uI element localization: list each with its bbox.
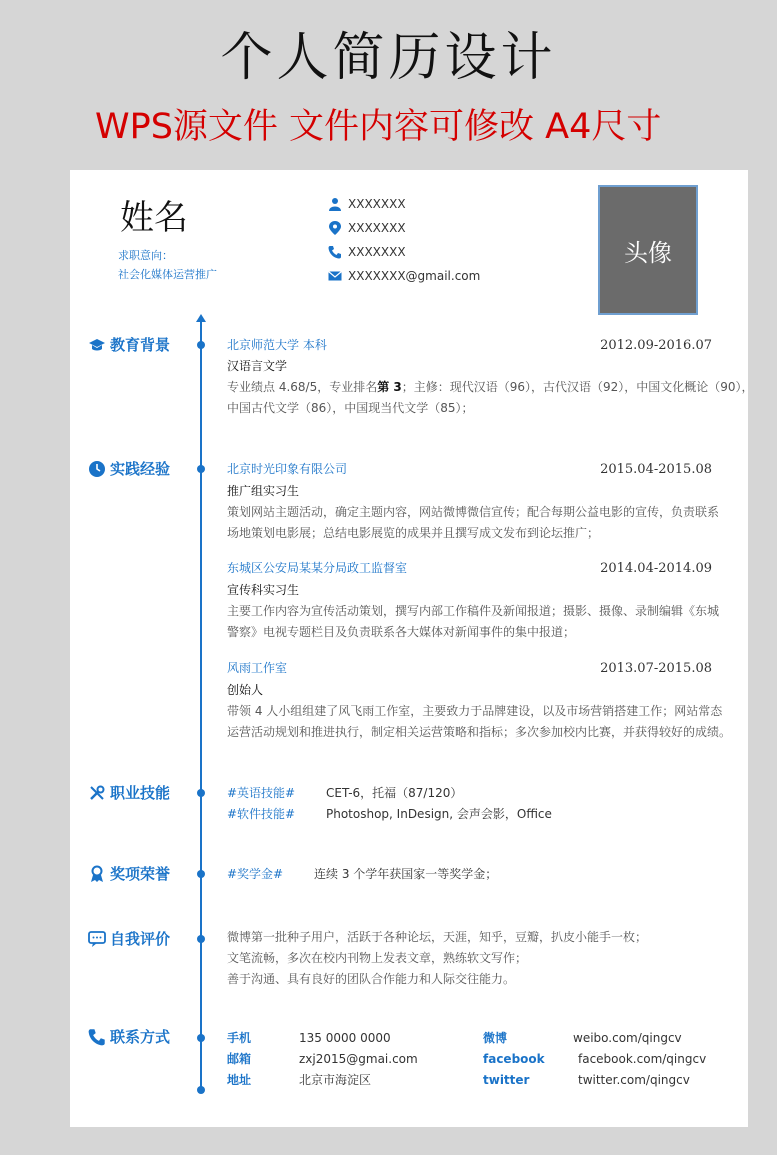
experience-desc-line: 策划网站主题活动，确定主题内容，网站微博微信宣传；配合每期公益电影的宣传，负责联系 [227,505,720,519]
education-detail-line: 中国古代文学（86），中国现当代文学（85）； [227,401,474,415]
contact-name-row [328,194,406,214]
section-title-education: 教育背景 [88,335,170,355]
clock-icon [88,460,106,478]
education-school: 北京师范大学 本科 [227,338,327,352]
chat-bubble-icon [88,930,106,948]
avatar-photo [598,185,698,315]
experience-desc-line: 主要工作内容为宣传活动策划，撰写内部工作稿件及新闻报道；摄影、摄像、录制编辑《东城 [227,604,720,618]
experience-role: 创始人 [227,683,264,697]
person-icon [328,197,342,211]
contact-label: twitter [483,1073,530,1087]
resume-name: 姓名 [120,198,188,238]
experience-date: 2014.04-2014.09 [600,561,712,576]
contact-label: 微博 [483,1031,508,1045]
timeline-dot [197,870,205,878]
experience-desc-line: 警察》电视专题栏目及负责联系各大媒体对新闻事件的集中报道； [227,625,576,639]
section-title-practice: 实践经验 [88,459,170,479]
contact-value: XXXXXXX [348,221,406,235]
contact-label: facebook [483,1052,545,1066]
skill-tag: #软件技能# [227,807,296,821]
contact-label: 邮箱 [227,1052,252,1066]
award-value: 连续 3 个学年获国家一等奖学金； [314,867,498,881]
job-intent-label: 求职意向： [118,249,173,262]
experience-desc-line: 运营活动规划和推进执行，制定相关运营策略和指标；多次参加校内比赛，并获得较好的成绩。 [227,725,732,739]
experience-desc-line: 场地策划电影展；总结电影展览的成果并且撰写成文发布到论坛推广； [227,526,600,540]
education-major: 汉语言文学 [227,359,288,373]
contact-value: XXXXXXX [348,197,406,211]
experience-org: 东城区公安局某某分局政工监督室 [227,561,408,575]
job-intent-value: 社会化媒体运营推广 [118,268,217,281]
timeline-dot [197,465,205,473]
education-date: 2012.09-2016.07 [600,338,712,353]
contact-value: XXXXXXX [348,245,406,259]
experience-org: 北京时光印象有限公司 [227,462,348,476]
timeline-line [200,320,202,1092]
location-pin-icon [328,221,342,235]
contact-value: zxj2015@gmai.com [299,1052,418,1066]
contact-value: twitter.com/qingcv [578,1073,690,1087]
education-detail-line: 专业绩点 4.68/5，专业排名第 3；主修：现代汉语（96），古代汉语（92），中国文化概论（90）， [227,380,754,394]
experience-date: 2013.07-2015.08 [600,661,712,676]
self-eval-line: 微博第一批种子用户，活跃于各种论坛，天涯，知乎，豆瓣，扒皮小能手一枚； [227,930,648,944]
contact-phone-row [328,242,406,262]
contact-value: weibo.com/qingcv [573,1031,682,1045]
self-eval-line: 善于沟通、具有良好的团队合作能力和人际交往能力。 [227,972,516,986]
contact-value: 135 0000 0000 [299,1031,391,1045]
experience-org: 风雨工作室 [227,661,288,675]
experience-role: 宣传科实习生 [227,583,300,597]
section-title-self-eval: 自我评价 [88,929,170,949]
graduation-cap-icon [88,336,106,354]
mail-icon [328,269,342,283]
phone-icon [328,245,342,259]
experience-date: 2015.04-2015.08 [600,462,712,477]
award-ribbon-icon [88,865,106,883]
section-title-skills: 职业技能 [88,783,170,803]
contact-mail-row [328,266,480,286]
experience-desc-line: 带领 4 人小组组建了风飞雨工作室，主要致力于品牌建设，以及市场营销搭建工作；网站常态 [227,704,723,718]
page-subtitle: WPS源文件 文件内容可修改 A4尺寸 [95,107,662,147]
section-title-awards: 奖项荣誉 [88,864,170,884]
contact-value: XXXXXXX@gmail.com [348,269,481,283]
section-title-contact: 联系方式 [88,1027,170,1047]
timeline-dot [197,1086,205,1094]
award-tag: #奖学金# [227,867,284,881]
page-title: 个人简历设计 [220,28,557,88]
contact-label: 地址 [227,1073,252,1087]
contact-value: facebook.com/qingcv [578,1052,707,1066]
timeline-dot [197,935,205,943]
experience-role: 推广组实习生 [227,484,300,498]
skill-value: Photoshop, InDesign, 会声会影，Office [326,807,552,821]
timeline-dot [197,1034,205,1042]
skill-value: CET-6，托福（87/120） [326,786,463,800]
self-eval-line: 文笔流畅，多次在校内刊物上发表文章，熟练软文写作； [227,951,528,965]
contact-label: 手机 [227,1031,252,1045]
phone-icon [88,1028,106,1046]
resume-page [70,170,754,1127]
timeline-dot [197,789,205,797]
contact-location-row [328,218,406,238]
tools-icon [88,784,106,802]
avatar-label: 头像 [624,238,672,267]
skill-tag: #英语技能# [227,786,296,800]
contact-value: 北京市海淀区 [299,1073,372,1087]
timeline-dot [197,341,205,349]
